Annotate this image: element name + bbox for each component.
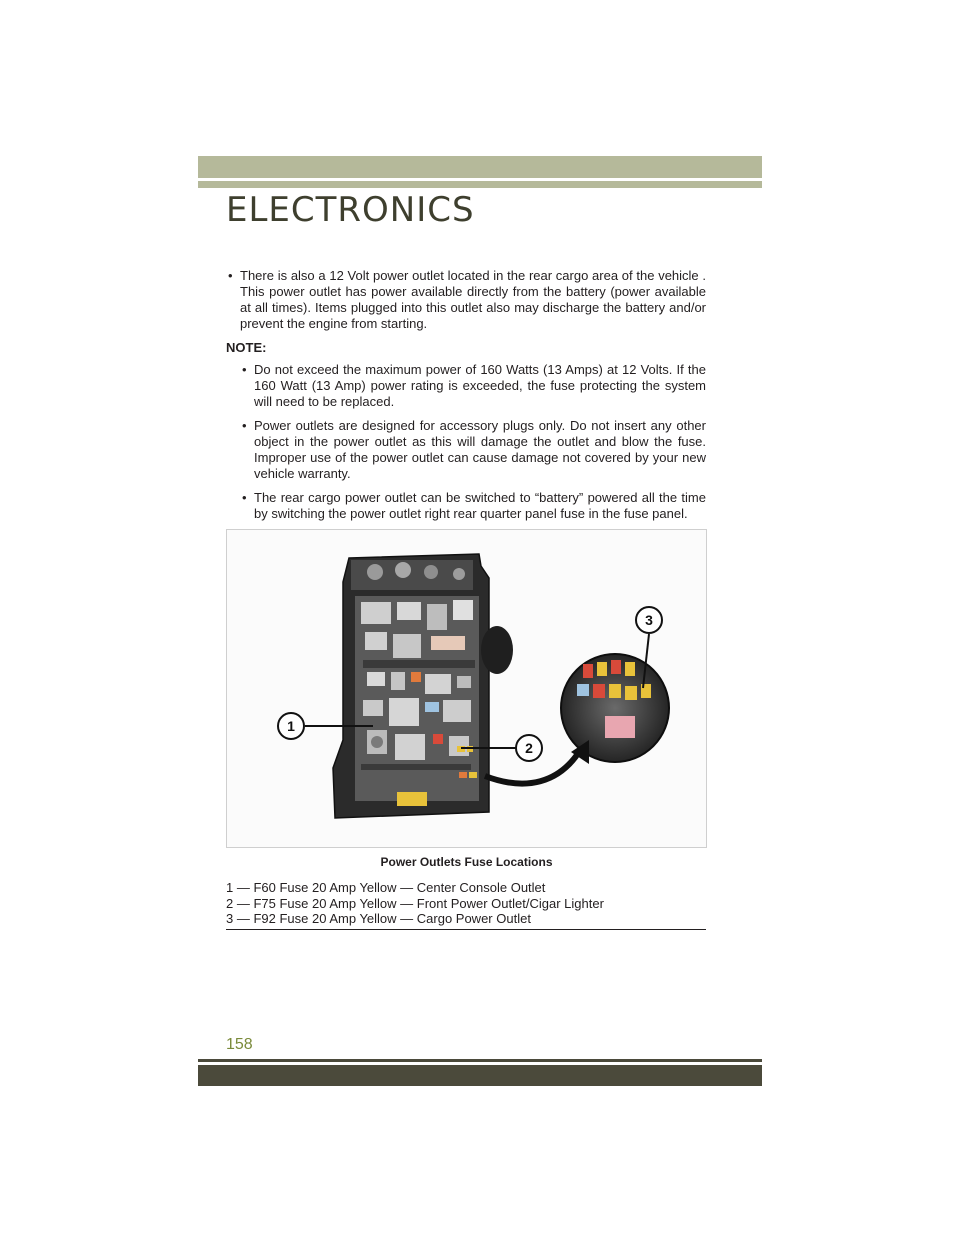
- callout-2-label: 2: [525, 740, 533, 756]
- page-number: 158: [226, 1036, 253, 1053]
- bullet-icon: •: [242, 362, 247, 377]
- bullet-icon: •: [242, 418, 247, 433]
- legend-divider: [226, 929, 706, 930]
- fuse-box: [333, 554, 489, 818]
- header-bar: [198, 156, 762, 178]
- legend-item: 1 — F60 Fuse 20 Amp Yellow — Center Console Outlet: [226, 880, 546, 895]
- fuse-zoom-detail: [561, 654, 669, 762]
- note-text: Do not exceed the maximum power of 160 Watts (13 Amps) at 12 Volts. If the 160 Watt (13 Amp) power rating is exceeded, the fuse protecting the system will need to be replaced.: [254, 362, 706, 409]
- note-text: The rear cargo power outlet can be switched to “battery” powered all the time by switching the power outlet right rear quarter panel fuse in the fuse panel.: [254, 490, 706, 521]
- body-text: [226, 268, 706, 530]
- callout-2: [516, 735, 542, 761]
- list-item: [226, 490, 706, 522]
- callout-3-label: 3: [645, 612, 653, 628]
- callout-1: [278, 713, 304, 739]
- wire-grommet: [481, 626, 513, 674]
- header-rule: [198, 181, 762, 188]
- note-label: NOTE:: [226, 340, 267, 355]
- footer-rule: [198, 1059, 762, 1062]
- bullet-text: There is also a 12 Volt power outlet located in the rear cargo area of the vehicle . This power outlet has power available directly from the battery (power available at all times). Items plugged into this outlet also may discharge the battery and/or prevent the engine from starting.: [240, 268, 706, 331]
- fuse-legend: [226, 880, 706, 927]
- legend-item: 3 — F92 Fuse 20 Amp Yellow — Cargo Power Outlet: [226, 911, 531, 926]
- callout-1-label: 1: [287, 718, 295, 734]
- section-title: ELECTRONICS: [226, 190, 475, 230]
- figure-caption: Power Outlets Fuse Locations: [380, 855, 553, 869]
- note-text: Power outlets are designed for accessory plugs only. Do not insert any other object in the power outlet as this will damage the outlet and blow the fuse. Improper use of the power outlet can cause damage not covered by your new vehicle warranty.: [254, 418, 706, 481]
- footer-bar: [198, 1065, 762, 1086]
- bullet-icon: •: [228, 268, 233, 283]
- callout-3: [636, 607, 662, 633]
- list-item: [226, 362, 706, 410]
- bullet-icon: •: [242, 490, 247, 505]
- list-item: [226, 268, 706, 332]
- legend-item: 2 — F75 Fuse 20 Amp Yellow — Front Power Outlet/Cigar Lighter: [226, 895, 604, 911]
- fuse-panel-illustration: [227, 530, 707, 848]
- fuse-panel-figure: [226, 529, 707, 848]
- list-item: [226, 418, 706, 482]
